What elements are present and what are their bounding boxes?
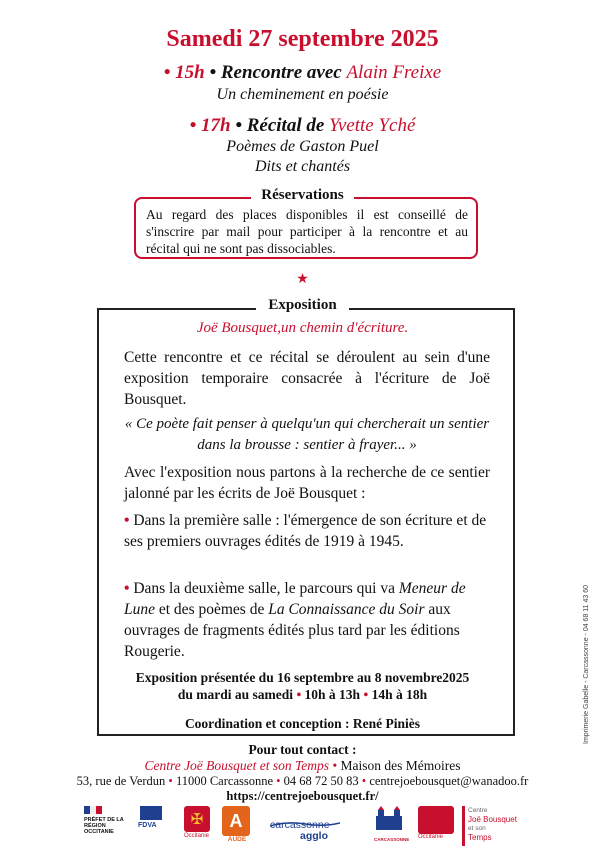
contact-phone: 04 68 72 50 83: [283, 774, 359, 788]
event-1-subtitle: Un cheminement en poésie: [216, 86, 389, 103]
contact-email-link[interactable]: centrejoebousquet@wanadoo.fr: [369, 774, 529, 788]
bullet-dot: •: [124, 512, 130, 529]
hours-separator-1: •: [296, 687, 302, 702]
hours-afternoon: 14h à 18h: [371, 687, 428, 702]
bullet-text-part-2: et des poèmes de: [158, 601, 265, 618]
exposition-title-wrap: [0, 296, 605, 314]
event-1-line: [0, 62, 605, 84]
event-2-label: Récital de: [246, 115, 325, 136]
book-title-meneur-de-lune: Meneur de Lune: [124, 580, 466, 618]
reservations-title-wrap: [0, 186, 605, 204]
contact-org-name: Centre Joë Bousquet et son Temps: [144, 758, 330, 773]
centre-label-4: Temps: [468, 833, 492, 842]
event-date: Samedi 27 septembre 2025: [166, 26, 439, 52]
hours-morning: 10h à 13h: [304, 687, 361, 702]
bullet-text-part-1: Dans la deuxième salle, le parcours qui va: [133, 580, 395, 597]
bullet-dot: •: [124, 580, 130, 597]
carcassonne-label: carcassonne: [270, 819, 330, 831]
reservations-title: Réservations: [251, 187, 354, 203]
occitan-cross-icon: ✠: [184, 806, 210, 832]
occitanie-dept-label: Occitanie: [418, 834, 444, 840]
occitanie-dept-mark-icon: [418, 806, 454, 834]
exposition-title: Exposition: [256, 297, 348, 313]
french-flag-icon: [84, 806, 102, 814]
city-castle-icon: [374, 806, 404, 832]
carcassonne-city-logo: [374, 806, 410, 850]
contact-house: Maison des Mémoires: [340, 758, 461, 773]
contact-sep-3: •: [276, 774, 281, 788]
contact-city: 11000 Carcassonne: [175, 774, 274, 788]
bullet-text: Dans la première salle : l'émergence de son écriture et de ses premiers ouvrages édités de 1919 à 1945.: [124, 512, 487, 550]
event-2-time: 17h: [200, 115, 231, 136]
fdva-mark-icon: [140, 806, 162, 820]
centre-label-1: Centre: [468, 807, 488, 814]
event-1-person: Alain Freixe: [346, 62, 442, 83]
coordination-credit: Coordination et conception : René Piniès: [184, 716, 421, 731]
event-2-subtitle-2: Dits et chantés: [254, 158, 351, 175]
aude-label: AUDE: [227, 836, 247, 843]
event-2-separator: •: [235, 115, 242, 136]
event-2-person: Yvette Yché: [329, 115, 416, 136]
sponsor-logos: [84, 806, 524, 850]
centre-label-2: Joë Bousquet: [468, 815, 517, 824]
contact-sep-4: •: [361, 774, 367, 788]
exposition-subtitle: Joë Bousquet,un chemin d'écriture.: [196, 320, 409, 336]
event-2-bullet: •: [189, 115, 197, 136]
contact-title: Pour tout contact :: [248, 742, 357, 757]
hours-separator-2: •: [363, 687, 369, 702]
list-item: [124, 510, 490, 552]
reservations-text: Au regard des places disponibles il est conseillé de s'inscrire par mail pour participer à la rencontre et au récital qui ne sont pas dissociables.: [146, 207, 468, 256]
aude-mark-icon: A: [222, 806, 250, 836]
exposition-paragraph-1: Cette rencontre et ce récital se déroulent au sein d'une exposition temporaire consacrée à l'écriture de Joë Bousquet.: [124, 349, 490, 408]
occitanie-department-logo: [418, 806, 458, 850]
carcassonne-city-label: CARCASSONNE: [374, 837, 410, 842]
exposition-dates: Exposition présentée du 16 septembre au 8 novembre2025: [135, 670, 470, 685]
prefet-label: PRÉFET DE LA RÉGION OCCITANIE: [84, 817, 124, 835]
fdva-logo: [138, 806, 176, 850]
contact-details: [0, 774, 605, 789]
occitanie-label: Occitanie: [184, 833, 210, 839]
centre-joe-bousquet-logo: [462, 806, 522, 850]
bullet-text-part-3: aux ouvrages de fragments édités plus tard par les éditions Rougerie.: [124, 601, 460, 660]
star-divider-icon: ★: [296, 272, 309, 287]
contact-website-link[interactable]: https://centrejoebousquet.fr/: [226, 789, 379, 803]
carcassonne-agglo-logo: [270, 806, 356, 850]
centre-logo-bar-icon: [462, 806, 465, 846]
contact-address: 53, rue de Verdun: [76, 774, 166, 788]
aude-logo: [222, 806, 252, 850]
event-2-line: [0, 115, 605, 137]
contact-sep-2: •: [168, 774, 173, 788]
list-item: [124, 578, 490, 662]
event-1-time: 15h: [175, 62, 205, 83]
event-2-subtitle-1: Poèmes de Gaston Puel: [226, 138, 379, 155]
book-title-connaissance-du-soir: La Connaissance du Soir: [268, 601, 425, 618]
occitanie-region-logo: [184, 806, 214, 850]
event-1-bullet: •: [163, 62, 171, 83]
exposition-hours: [0, 686, 605, 703]
hours-days: du mardi au samedi: [177, 687, 294, 702]
printer-note: Imprimerie Gabelle - Carcassonne - 04 68 11 43 60: [583, 584, 590, 744]
exposition-paragraph-2: Avec l'exposition nous partons à la recherche de ce sentier jalonné par les écrits de Joë Bousquet :: [124, 464, 490, 502]
fdva-label: FDVA: [138, 822, 157, 829]
centre-label-3: et son: [468, 825, 486, 832]
event-1-separator: •: [209, 62, 217, 83]
prefet-logo: [84, 806, 132, 850]
event-1-label: Rencontre avec: [220, 62, 342, 83]
agglo-label: agglo: [300, 830, 328, 842]
contact-sep: •: [332, 758, 338, 773]
contact-organization: [0, 758, 605, 774]
exposition-quote: « Ce poète fait penser à quelqu'un qui chercherait un sentier dans la brousse : sentier à frayer... »: [124, 416, 490, 453]
